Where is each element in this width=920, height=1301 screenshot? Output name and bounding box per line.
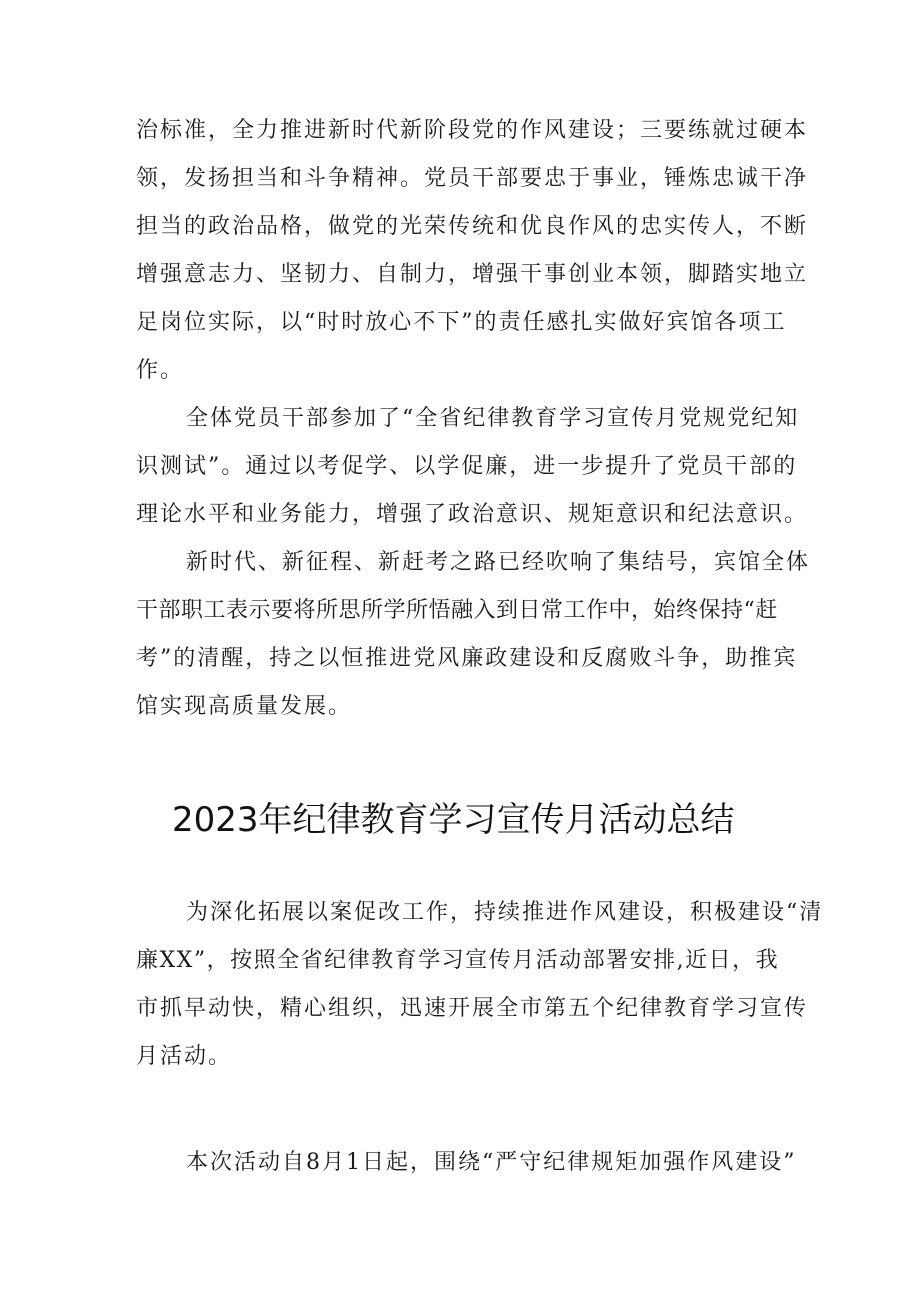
paragraph-line: 馆实现高质量发展。: [136, 694, 353, 719]
paragraph-line: 市抓早动快，精心组织，迅速开展全市第五个纪律教育学习宣传: [136, 996, 809, 1021]
paragraph-line: 月活动。: [136, 1044, 233, 1069]
paragraph-line: 廉XX”，按照全省纪律教育学习宣传月活动部署安排,近日，我: [136, 948, 780, 973]
paragraph-line: 担当的政治品格，做党的光荣传统和优良作风的忠实传人，不断: [136, 214, 809, 239]
paragraph-line: 全体党员干部参加了“全省纪律教育学习宣传月党规党纪知: [186, 406, 800, 431]
paragraph-line: 治标准，全力推进新时代新阶段党的作风建设；三要练就过硬本: [136, 118, 809, 143]
paragraph-line: 考”的清醒，持之以恒推进党风廉政建设和反腐败斗争，助推宾: [136, 646, 798, 671]
paragraph-line: 识测试”。通过以考促学、以学促廉，进一步提升了党员干部的: [136, 454, 798, 479]
document-title: 2023年纪律教育学习宣传月活动总结: [172, 800, 735, 840]
paragraph-line: 本次活动自8月1日起，围绕“严守纪律规矩加强作风建设”: [186, 1150, 797, 1175]
paragraph-line: 为深化拓展以案促改工作，持续推进作风建设，积极建设“清: [186, 900, 824, 925]
paragraph-line: 足岗位实际，以“时时放心不下”的责任感扎实做好宾馆各项工: [136, 310, 787, 335]
paragraph-line: 领，发扬担当和斗争精神。党员干部要忠于事业，锤炼忠诚干净: [136, 166, 809, 191]
paragraph-line: 作。: [136, 358, 185, 383]
paragraph-line: 干部职工表示要将所思所学所悟融入到日常工作中，始终保持“赶: [136, 598, 778, 623]
paragraph-line: 理论水平和业务能力，增强了政治意识、规矩意识和纪法意识。: [136, 502, 809, 527]
paragraph-line: 增强意志力、坚韧力、自制力，增强干事创业本领，脚踏实地立: [136, 262, 809, 287]
paragraph-line: 新时代、新征程、新赶考之路已经吹响了集结号，宾馆全体: [186, 550, 811, 575]
